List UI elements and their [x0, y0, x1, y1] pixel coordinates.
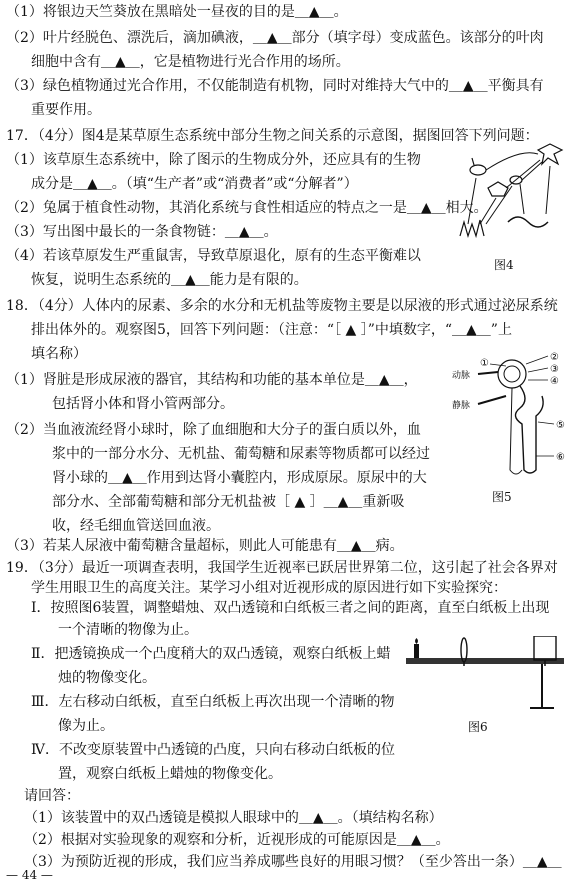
optical-rail: [406, 658, 564, 664]
q17-part1-cont: 成分是＿▲＿。（填“生产者”或“消费者”或“分解者”）: [31, 176, 358, 192]
q16-part2-cont: 细胞中含有＿▲＿，它是植物进行光合作用的场所。: [31, 54, 350, 70]
label-2: ②: [550, 352, 559, 363]
q19-step1-cont: 一个清晰的物像为止。: [58, 622, 198, 638]
label-vein: 静脉: [452, 401, 471, 411]
q17-stem: 17．（4分）图4是某草原生态系统中部分生物之间关系的示意图，据图回答下列问题：: [6, 128, 539, 144]
figure-6-optical-bench: [402, 636, 570, 716]
label-4: ④: [550, 376, 559, 387]
q19-stem: 19．（3分）最近一项调查表明，我国学生近视率已跃居世界第二位，这引起了社会各界对: [6, 560, 558, 576]
artery-vessel: [478, 372, 498, 374]
label-5: ⑤: [556, 420, 565, 431]
q18-part2-cont2: 肾小球的＿▲＿作用到达肾小囊腔内，形成原尿。原尿中的大: [52, 470, 427, 486]
q18-stem-cont: 排出体外的。观察图5，回答下列问题：（注意：“［ ▲ ］”中填数字，“＿▲＿”上: [31, 322, 512, 338]
label-6: ⑥: [556, 452, 565, 463]
q19-step4: Ⅳ．不改变原装置中凸透镜的凸度，只向右移动白纸板的位: [31, 742, 395, 758]
q18-part2-cont3: 部分水、全部葡萄糖和部分无机盐被［ ▲ ］＿▲＿重新吸: [52, 494, 405, 510]
figure-5-nephron: [450, 352, 570, 482]
label-artery: 动脉: [452, 371, 471, 381]
figure-4-caption: 图4: [494, 258, 514, 272]
q19-step2-cont: 烛的物像变化。: [58, 670, 156, 686]
rabbit-drawing: [470, 165, 486, 175]
candle: [414, 644, 419, 658]
label-3: ③: [550, 364, 559, 375]
figure-6-caption: 图6: [468, 720, 488, 734]
label-1: ①: [480, 358, 489, 369]
q17-part1: （1）该草原生态系统中，除了图示的生物成分外，还应具有的生物: [6, 152, 421, 168]
q16-part1: （1）将银边天竺葵放在黑暗处一昼夜的目的是＿▲＿。: [6, 4, 348, 20]
snake-drawing: [508, 217, 548, 227]
q19-step3-cont: 像为止。: [58, 718, 114, 734]
q18-stem: 18．（4分）人体内的尿素、多余的水分和无机盐等废物主要是以尿液的形式通过泌尿系统: [6, 298, 558, 314]
vein-vessel: [478, 396, 506, 404]
q17-part2: （2）兔属于植食性动物，其消化系统与食性相适应的特点之一是＿▲＿相大。: [6, 200, 488, 216]
q19-part3: （3）为预防近视的形成，我们应当养成哪些良好的用眼习惯？（至少答出一条）＿▲＿: [24, 854, 562, 870]
candle-flame: [415, 638, 418, 644]
q18-stem-cont2: 填名称）: [31, 346, 87, 362]
white-screen: [534, 636, 556, 660]
renal-capsule: [498, 360, 526, 388]
figure-4-food-web: [450, 140, 570, 250]
capillary-network: [510, 388, 522, 474]
q16-part2: （2）叶片经脱色、漂洗后，滴加碘液，＿▲＿部分（填字母）变成蓝色。该部分的叶肉: [6, 30, 544, 46]
q19-step4-cont: 置，观察白纸板上蜡烛的物像变化。: [58, 766, 282, 782]
q18-part2-cont: 浆中的一部分水分、无机盐、葡萄糖和尿素等物质都可以经过: [52, 446, 430, 462]
q17-part4: （4）若该草原发生严重鼠害，导致草原退化，原有的生态平衡难以: [6, 248, 421, 264]
q17-part4-cont: 恢复，说明生态系统的＿▲＿能力是有限的。: [31, 272, 308, 288]
q18-part1: （1）肾脏是形成尿液的器官，其结构和功能的基本单位是＿▲＿，: [6, 372, 418, 388]
q18-part3: （3）若某人尿液中葡萄糖含量超标，则此人可能患有＿▲＿病。: [6, 538, 404, 554]
q19-answer-prompt: 请回答：: [24, 788, 80, 804]
q19-step3: Ⅲ．左右移动白纸板，直至白纸板上再次出现一个清晰的物: [31, 694, 395, 710]
q19-step2: Ⅱ．把透镜换成一个凸度稍大的双凸透镜，观察白纸板上蜡: [31, 646, 391, 662]
q17-part3: （3）写出图中最长的一条食物链：＿▲＿。: [6, 224, 278, 240]
q18-part2: （2）当血液流经肾小球时，除了血细胞和大分子的蛋白质以外，血: [6, 422, 421, 438]
q19-stem-cont: 学生用眼卫生的高度关注。某学习小组对近视形成的原因进行如下实验探究：: [31, 580, 507, 596]
eagle-drawing: [538, 144, 562, 164]
q19-part2: （2）根据对实验现象的观察和分析，近视形成的可能原因是＿▲＿。: [24, 832, 450, 848]
fox-drawing: [488, 182, 508, 196]
page-number: — 44 —: [6, 868, 53, 882]
q19-step1: Ⅰ．按照图6装置，调整蜡烛、双凸透镜和白纸板三者之间的距离，直至白纸板上出现: [31, 600, 550, 616]
q18-part2-cont4: 收，经毛细血管送回血液。: [52, 518, 220, 534]
q18-part1-cont: 包括肾小体和肾小管两部分。: [52, 396, 234, 412]
q19-part1: （1）该装置中的双凸透镜是模拟人眼球中的＿▲＿。（填结构名称）: [24, 810, 443, 826]
renal-tubule: [515, 386, 543, 473]
figure-5-caption: 图5: [492, 490, 512, 504]
q16-part3: （3）绿色植物通过光合作用，不仅能制造有机物，同时对维持大气中的＿▲＿平衡具有: [6, 78, 544, 94]
q16-part3-cont: 重要作用。: [31, 102, 101, 118]
